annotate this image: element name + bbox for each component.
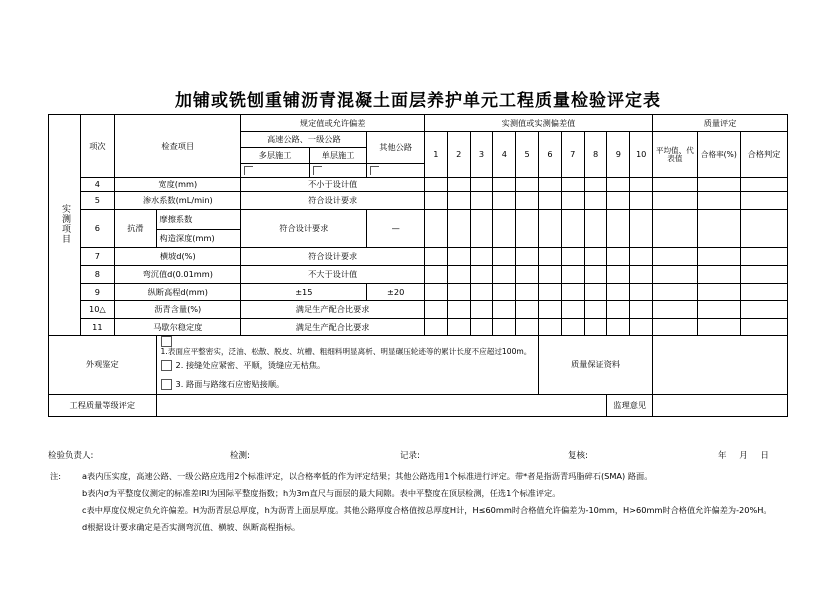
header-col-2: 2 <box>447 132 470 178</box>
header-col-3: 3 <box>470 132 493 178</box>
row-spec: 不大于设计值 <box>241 266 425 284</box>
appearance-item: 1.表面应平整密实，泛油、松散、脱皮、坑槽、粗细料明显离析、明显碾压轮迹等的累计长度不应超过100m。 <box>156 336 538 357</box>
tester-label: 检测: <box>230 451 250 461</box>
row-sub: 构造深度(mm) <box>156 230 241 248</box>
row-other: — <box>367 210 425 248</box>
row-name: 渗水系数(mL/min) <box>115 192 241 210</box>
header-col-6: 6 <box>539 132 562 178</box>
row-no: 5 <box>80 192 115 210</box>
supervisor-label: 监理意见 <box>607 394 653 416</box>
note-b: b表内σ为平整度仪测定的标准差IRI为国际平整度指数；h为3m直尺与面层的最大间隙。表中平整度在顶层检测，任选1个标准评定。 <box>82 488 561 498</box>
header-quality: 质量评定 <box>653 115 788 132</box>
row-no: 8 <box>80 266 115 284</box>
row-spec: 符合设计要求 <box>241 248 425 266</box>
header-highway: 高速公路、一级公路 <box>241 132 367 148</box>
row-spec: 满足生产配合比要求 <box>241 319 425 336</box>
assurance-label: 质量保证资料 <box>539 336 653 395</box>
inspection-table <box>48 114 788 417</box>
header-judge: 合格判定 <box>741 132 788 178</box>
reviewer-label: 复核: <box>568 451 588 461</box>
row-spec: ±15 <box>241 284 367 301</box>
header-col-7: 7 <box>561 132 584 178</box>
row-no: 7 <box>80 248 115 266</box>
header-avg: 平均值、代表值 <box>653 132 698 178</box>
row-no: 6 <box>80 210 115 248</box>
appearance-checkbox[interactable] <box>161 336 172 347</box>
single-checkbox[interactable] <box>309 164 367 178</box>
appearance-checkbox[interactable] <box>161 360 172 371</box>
appearance-label: 外观鉴定 <box>49 336 157 395</box>
note-c: c表中厚度仪规定负允许偏差。H为沥青层总厚度，h为沥青上面层厚度。其他公路厚度合格值按总厚度H计，H≤60mm时合格值允许偏差为-10mm，H>60mm时合格值允许偏差为-20%H。 <box>82 505 772 515</box>
row-no: 4 <box>80 178 115 192</box>
notes-label: 注: <box>50 471 61 481</box>
appearance-item: 3. 路面与路缘石应密贴接顺。 <box>156 375 538 394</box>
header-multi: 多层施工 <box>241 148 309 164</box>
header-col-1: 1 <box>424 132 447 178</box>
header-spec: 规定值或允许偏差 <box>241 115 425 132</box>
notes <box>50 470 790 538</box>
recorder-label: 记录: <box>400 451 420 461</box>
row-spec: 满足生产配合比要求 <box>241 301 425 319</box>
row-name: 纵断高程d(mm) <box>115 284 241 301</box>
assurance-value[interactable] <box>653 336 788 395</box>
appearance-item: 2. 接缝处应紧密、平顺，烫缝应无枯焦。 <box>156 356 538 375</box>
other-checkbox[interactable] <box>367 164 425 178</box>
header-col-9: 9 <box>607 132 630 178</box>
row-name: 沥青含量(%) <box>115 301 241 319</box>
inspector-label: 检验负责人: <box>48 451 94 461</box>
row-sub: 摩擦系数 <box>156 210 241 230</box>
header-item-no: 项次 <box>80 115 115 178</box>
grade-value[interactable] <box>156 394 607 416</box>
grade-label: 工程质量等级评定 <box>49 394 157 416</box>
page-title: 加铺或铣刨重铺沥青混凝土面层养护单元工程质量检验评定表 <box>175 91 661 111</box>
header-col-8: 8 <box>584 132 607 178</box>
row-name: 马歇尔稳定度 <box>115 319 241 336</box>
row-spec: 不小于设计值 <box>241 178 425 192</box>
header-other: 其他公路 <box>367 132 425 164</box>
row-no: 10△ <box>80 301 115 319</box>
row-group: 抗滑 <box>115 210 156 248</box>
header-rate: 合格率(%) <box>697 132 740 178</box>
row-name: 横坡d(%) <box>115 248 241 266</box>
side-label: 实测项目 <box>49 115 81 336</box>
multi-checkbox[interactable] <box>241 164 309 178</box>
date-label: 年 月 日 <box>718 451 769 461</box>
row-spec: 符合设计要求 <box>241 192 425 210</box>
appearance-checkbox[interactable] <box>161 379 172 390</box>
row-no: 9 <box>80 284 115 301</box>
row-spec: 符合设计要求 <box>241 210 367 248</box>
header-measured: 实测值或实测偏差值 <box>424 115 652 132</box>
row-name: 弯沉值d(0.01mm) <box>115 266 241 284</box>
note-d: d根据设计要求确定是否实测弯沉值、横坡、纵断高程指标。 <box>82 522 301 532</box>
row-other: ±20 <box>367 284 425 301</box>
header-check-item: 检查项目 <box>115 115 241 178</box>
header-single: 单层施工 <box>309 148 367 164</box>
row-no: 11 <box>80 319 115 336</box>
header-col-5: 5 <box>516 132 539 178</box>
supervisor-value[interactable] <box>653 394 788 416</box>
header-col-4: 4 <box>493 132 516 178</box>
header-col-10: 10 <box>630 132 653 178</box>
row-name: 宽度(mm) <box>115 178 241 192</box>
note-a: a表内压实度，高速公路、一级公路应选用2个标准评定，以合格率低的作为评定结果；其他公路选用1个标准进行评定。带*者是指沥青玛脂碎石(SMA) 路面。 <box>82 471 653 481</box>
